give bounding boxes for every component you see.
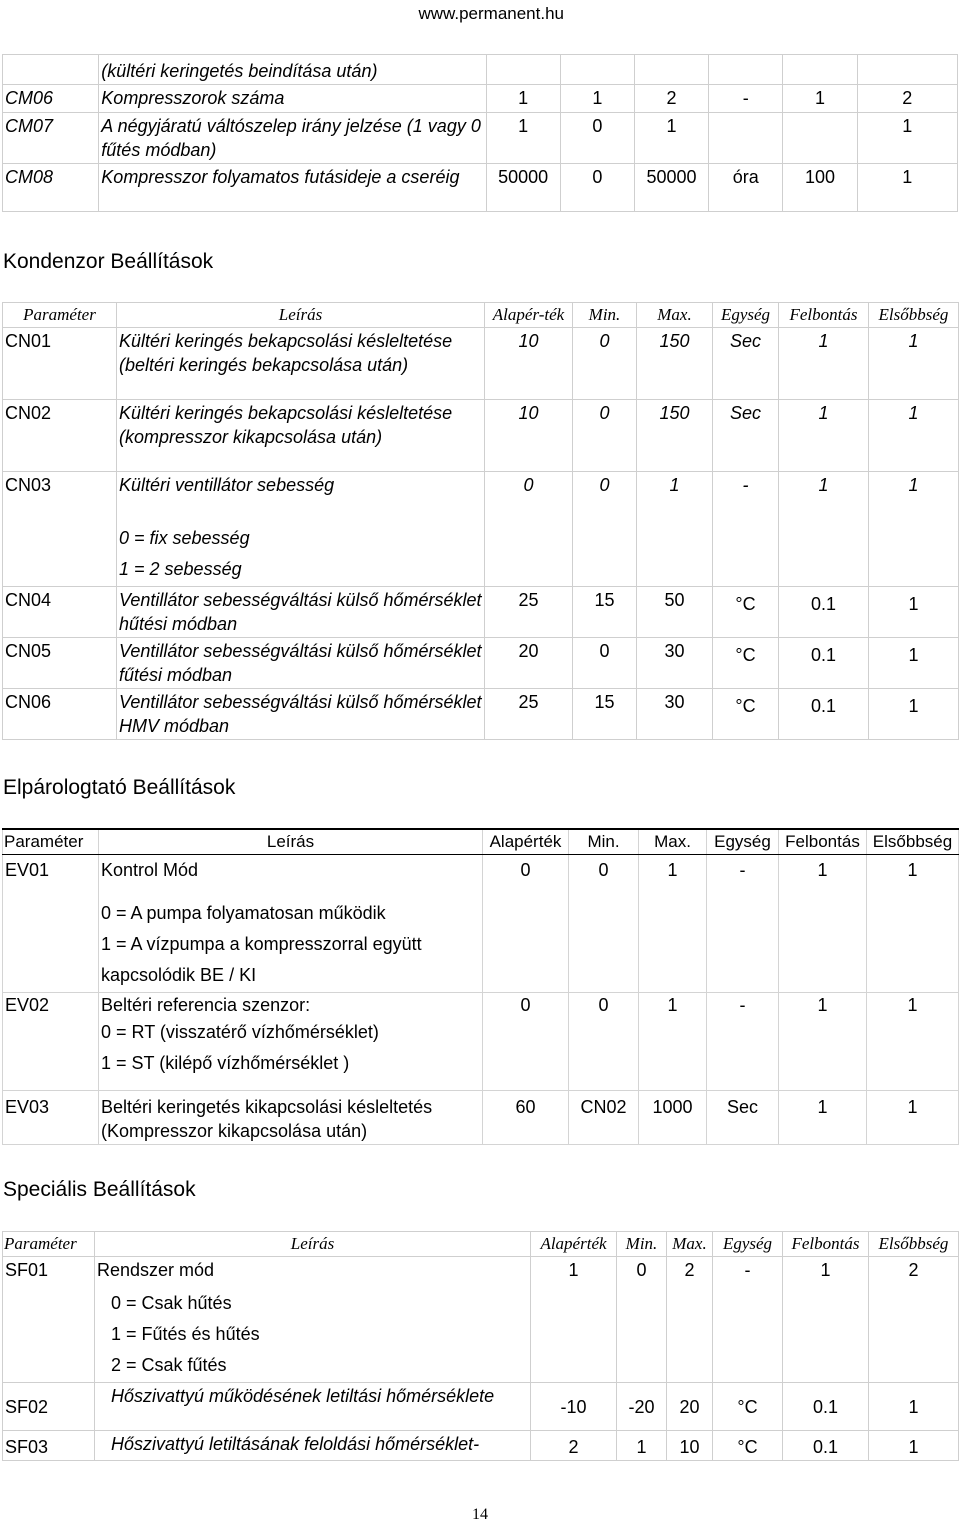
- table-row: [3, 328, 959, 400]
- param-resolution: 1: [783, 1257, 869, 1383]
- param-resolution: 1: [783, 85, 857, 113]
- param-min: 0: [617, 1257, 667, 1383]
- param-priority: 1: [869, 689, 959, 740]
- table-row: [3, 1091, 959, 1145]
- table-header-row: [3, 303, 959, 328]
- option-item: 2 = Csak fűtés: [111, 1355, 227, 1375]
- param-desc: Ventillátor sebességváltási külső hőmérséklet hűtési módban: [117, 587, 485, 638]
- param-priority: 1: [857, 113, 957, 164]
- param-max: 1: [634, 113, 708, 164]
- param-code: CN05: [3, 638, 117, 689]
- header-default: Alapérték: [531, 1232, 617, 1257]
- param-min: CN02: [569, 1091, 639, 1145]
- param-max: 50000: [634, 164, 708, 212]
- option-item: 1 = ST (kilépő vízhőmérséklet ): [101, 1053, 350, 1073]
- section-title-specialis: Speciális Beállítások: [3, 1178, 196, 1201]
- param-desc: Ventillátor sebességváltási külső hőmérséklet fűtési módban: [117, 638, 485, 689]
- option-item: 1 = Fűtés és hűtés: [111, 1324, 260, 1344]
- param-resolution: 0.1: [783, 1431, 869, 1461]
- param-min: 15: [573, 587, 637, 638]
- param-code: EV01: [3, 855, 99, 993]
- header-param: Paraméter: [3, 829, 99, 855]
- header-unit: Egység: [713, 1232, 783, 1257]
- option-item: 0 = fix sebesség: [119, 528, 250, 548]
- header-unit: Egység: [713, 303, 779, 328]
- param-min: 0: [573, 472, 637, 587]
- param-priority: 1: [867, 1091, 959, 1145]
- table-row: [3, 1383, 959, 1431]
- table-row: [3, 638, 959, 689]
- param-max: 2: [667, 1257, 713, 1383]
- param-code: CN06: [3, 689, 117, 740]
- header-desc: Leírás: [99, 829, 483, 855]
- param-default: 1: [486, 113, 560, 164]
- header-default: Alapérték: [483, 829, 569, 855]
- table-header-row: [3, 1232, 959, 1257]
- param-default: 10: [485, 328, 573, 400]
- param-max: 1: [639, 993, 707, 1091]
- param-resolution: 0.1: [779, 587, 869, 638]
- param-unit: Sec: [707, 1091, 779, 1145]
- param-default: 1: [531, 1257, 617, 1383]
- header-resolution: Felbontás: [779, 829, 867, 855]
- unit-text: C: [744, 1437, 758, 1457]
- page-number: 14: [472, 1506, 488, 1523]
- param-code: CN01: [3, 328, 117, 400]
- param-max: 30: [637, 689, 713, 740]
- section-title-elparologtato: Elpárologtató Beállítások: [3, 776, 236, 799]
- param-default: 25: [485, 689, 573, 740]
- param-code: CN03: [3, 472, 117, 587]
- param-code: [3, 55, 99, 85]
- param-resolution: 0.1: [779, 638, 869, 689]
- param-priority: 2: [857, 85, 957, 113]
- param-priority: 1: [869, 587, 959, 638]
- param-code: CN02: [3, 400, 117, 472]
- header-param: Paraméter: [3, 303, 117, 328]
- table-row: [3, 472, 959, 587]
- param-code: EV03: [3, 1091, 99, 1145]
- option-item: 1 = 2 sebesség: [119, 559, 242, 579]
- header-min: Min.: [573, 303, 637, 328]
- param-priority: 1: [869, 638, 959, 689]
- param-min: 0: [560, 164, 634, 212]
- unit-text: C: [742, 594, 756, 614]
- param-default: 0: [483, 993, 569, 1091]
- header-min: Min.: [569, 829, 639, 855]
- param-desc-text: Rendszer mód: [97, 1260, 215, 1280]
- kondenzor-parameter-table: [2, 302, 959, 740]
- param-unit: -: [713, 1257, 783, 1383]
- header-max: Max.: [667, 1232, 713, 1257]
- table-header-row: [3, 829, 959, 855]
- table-row: [3, 1431, 959, 1461]
- param-min: 1: [560, 85, 634, 113]
- param-resolution: 0.1: [779, 689, 869, 740]
- table-row: [3, 55, 958, 85]
- param-default: 0: [485, 472, 573, 587]
- param-code: SF01: [3, 1257, 95, 1383]
- param-min: 1: [617, 1431, 667, 1461]
- param-desc: [117, 472, 485, 587]
- header-max: Max.: [639, 829, 707, 855]
- header-min: Min.: [617, 1232, 667, 1257]
- param-desc-text: Kontrol Mód: [101, 860, 199, 880]
- param-unit: óra: [709, 164, 783, 212]
- option-item: 0 = A pumpa folyamatosan működik: [101, 903, 386, 923]
- param-desc: Beltéri keringetés kikapcsolási késleltetés (Kompresszor kikapcsolása után): [99, 1091, 483, 1145]
- param-default: 0: [483, 855, 569, 993]
- header-param: Paraméter: [3, 1232, 95, 1257]
- param-code: CN04: [3, 587, 117, 638]
- header-max: Max.: [637, 303, 713, 328]
- param-unit: -: [707, 855, 779, 993]
- table-row: [3, 587, 959, 638]
- param-unit: -: [713, 472, 779, 587]
- param-min: 15: [573, 689, 637, 740]
- param-resolution: 0.1: [783, 1383, 869, 1431]
- param-default: 50000: [486, 164, 560, 212]
- table-row: [3, 855, 959, 993]
- param-default: 2: [531, 1431, 617, 1461]
- param-default: 10: [485, 400, 573, 472]
- table-row: [3, 993, 959, 1091]
- param-max: 1: [637, 472, 713, 587]
- table-row: [3, 113, 958, 164]
- param-min: 0: [573, 638, 637, 689]
- param-priority: 1: [869, 1383, 959, 1431]
- param-desc: Hőszivattyú letiltásának feloldási hőmérséklet-: [95, 1431, 531, 1461]
- param-desc: [99, 855, 483, 993]
- param-desc: (kültéri keringetés beindítása után): [99, 55, 486, 85]
- param-default: 20: [485, 638, 573, 689]
- table-row: [3, 85, 958, 113]
- param-max: 50: [637, 587, 713, 638]
- param-resolution: 1: [779, 993, 867, 1091]
- param-unit: °C: [713, 1383, 783, 1431]
- header-resolution: Felbontás: [779, 303, 869, 328]
- param-max: 1: [639, 855, 707, 993]
- param-default: 1: [486, 85, 560, 113]
- param-resolution: 1: [779, 472, 869, 587]
- option-item: 0 = RT (visszatérő vízhőmérséklet): [101, 1022, 379, 1042]
- param-min: 0: [560, 113, 634, 164]
- param-unit: °C: [713, 638, 779, 689]
- header-unit: Egység: [707, 829, 779, 855]
- param-resolution: [783, 113, 857, 164]
- param-code: CM06: [3, 85, 99, 113]
- unit-text: C: [742, 645, 756, 665]
- param-max: 1000: [639, 1091, 707, 1145]
- param-unit: °C: [713, 587, 779, 638]
- param-max: 2: [634, 85, 708, 113]
- header-default: Alapér-ték: [485, 303, 573, 328]
- table-row: [3, 1257, 959, 1383]
- cm-parameter-table: [2, 54, 958, 212]
- param-unit: Sec: [713, 400, 779, 472]
- param-desc: Kompresszor folyamatos futásideje a cseréig: [99, 164, 486, 212]
- param-max: 20: [667, 1383, 713, 1431]
- param-default: 60: [483, 1091, 569, 1145]
- param-priority: 1: [857, 164, 957, 212]
- param-code: CM07: [3, 113, 99, 164]
- param-resolution: 1: [779, 328, 869, 400]
- param-min: 0: [569, 855, 639, 993]
- param-max: 150: [637, 400, 713, 472]
- param-max: 10: [667, 1431, 713, 1461]
- param-priority: 1: [867, 855, 959, 993]
- header-resolution: Felbontás: [783, 1232, 869, 1257]
- unit-text: C: [742, 696, 756, 716]
- param-priority: 2: [869, 1257, 959, 1383]
- param-priority: 1: [869, 328, 959, 400]
- param-desc-text: Beltéri referencia szenzor:: [101, 995, 311, 1015]
- param-resolution: 1: [779, 400, 869, 472]
- param-unit: °C: [713, 689, 779, 740]
- param-priority: 1: [869, 1431, 959, 1461]
- table-row: [3, 400, 959, 472]
- param-desc: Kültéri keringés bekapcsolási késleltetése (kompresszor kikapcsolása után): [117, 400, 485, 472]
- param-code: EV02: [3, 993, 99, 1091]
- param-priority: 1: [869, 472, 959, 587]
- param-code: SF03: [3, 1431, 95, 1461]
- header-priority: Elsőbbség: [867, 829, 959, 855]
- table-row: [3, 164, 958, 212]
- param-desc: A négyjáratú váltószelep irány jelzése (1 vagy 0 fűtés módban): [99, 113, 486, 164]
- param-desc: Ventillátor sebességváltási külső hőmérséklet HMV módban: [117, 689, 485, 740]
- param-min: 0: [573, 400, 637, 472]
- header-priority: Elsőbbség: [869, 1232, 959, 1257]
- param-resolution: 1: [779, 1091, 867, 1145]
- param-min: 0: [569, 993, 639, 1091]
- param-desc: [95, 1257, 531, 1383]
- param-desc-text: Kültéri ventillátor sebesség: [119, 475, 335, 495]
- param-resolution: 1: [779, 855, 867, 993]
- param-priority: 1: [869, 400, 959, 472]
- header-desc: Leírás: [95, 1232, 531, 1257]
- param-unit: Sec: [713, 328, 779, 400]
- param-desc: Kültéri keringés bekapcsolási késleltetése (beltéri keringés bekapcsolása után): [117, 328, 485, 400]
- option-item: kapcsolódik BE / KI: [101, 965, 257, 985]
- param-max: 150: [637, 328, 713, 400]
- param-priority: 1: [867, 993, 959, 1091]
- table-row: [3, 689, 959, 740]
- specialis-parameter-table: [2, 1231, 959, 1461]
- param-resolution: 100: [783, 164, 857, 212]
- param-unit: -: [709, 85, 783, 113]
- section-title-kondenzor: Kondenzor Beállítások: [3, 250, 214, 273]
- header-desc: Leírás: [117, 303, 485, 328]
- option-item: 1 = A vízpumpa a kompresszorral együtt: [101, 934, 422, 954]
- param-default: -10: [531, 1383, 617, 1431]
- elparologtato-parameter-table: [2, 828, 959, 1145]
- param-desc: [99, 993, 483, 1091]
- unit-text: C: [744, 1397, 758, 1417]
- param-code: CM08: [3, 164, 99, 212]
- param-min: -20: [617, 1383, 667, 1431]
- param-desc: Hőszivattyú működésének letiltási hőmérséklete: [95, 1383, 531, 1431]
- param-min: 0: [573, 328, 637, 400]
- param-unit: °C: [713, 1431, 783, 1461]
- param-default: 25: [485, 587, 573, 638]
- param-unit: [709, 113, 783, 164]
- param-max: 30: [637, 638, 713, 689]
- site-url: www.permanent.hu: [418, 4, 564, 23]
- param-desc: Kompresszorok száma: [99, 85, 486, 113]
- param-code: SF02: [3, 1383, 95, 1431]
- header-priority: Elsőbbség: [869, 303, 959, 328]
- param-unit: -: [707, 993, 779, 1091]
- option-item: 0 = Csak hűtés: [111, 1293, 232, 1313]
